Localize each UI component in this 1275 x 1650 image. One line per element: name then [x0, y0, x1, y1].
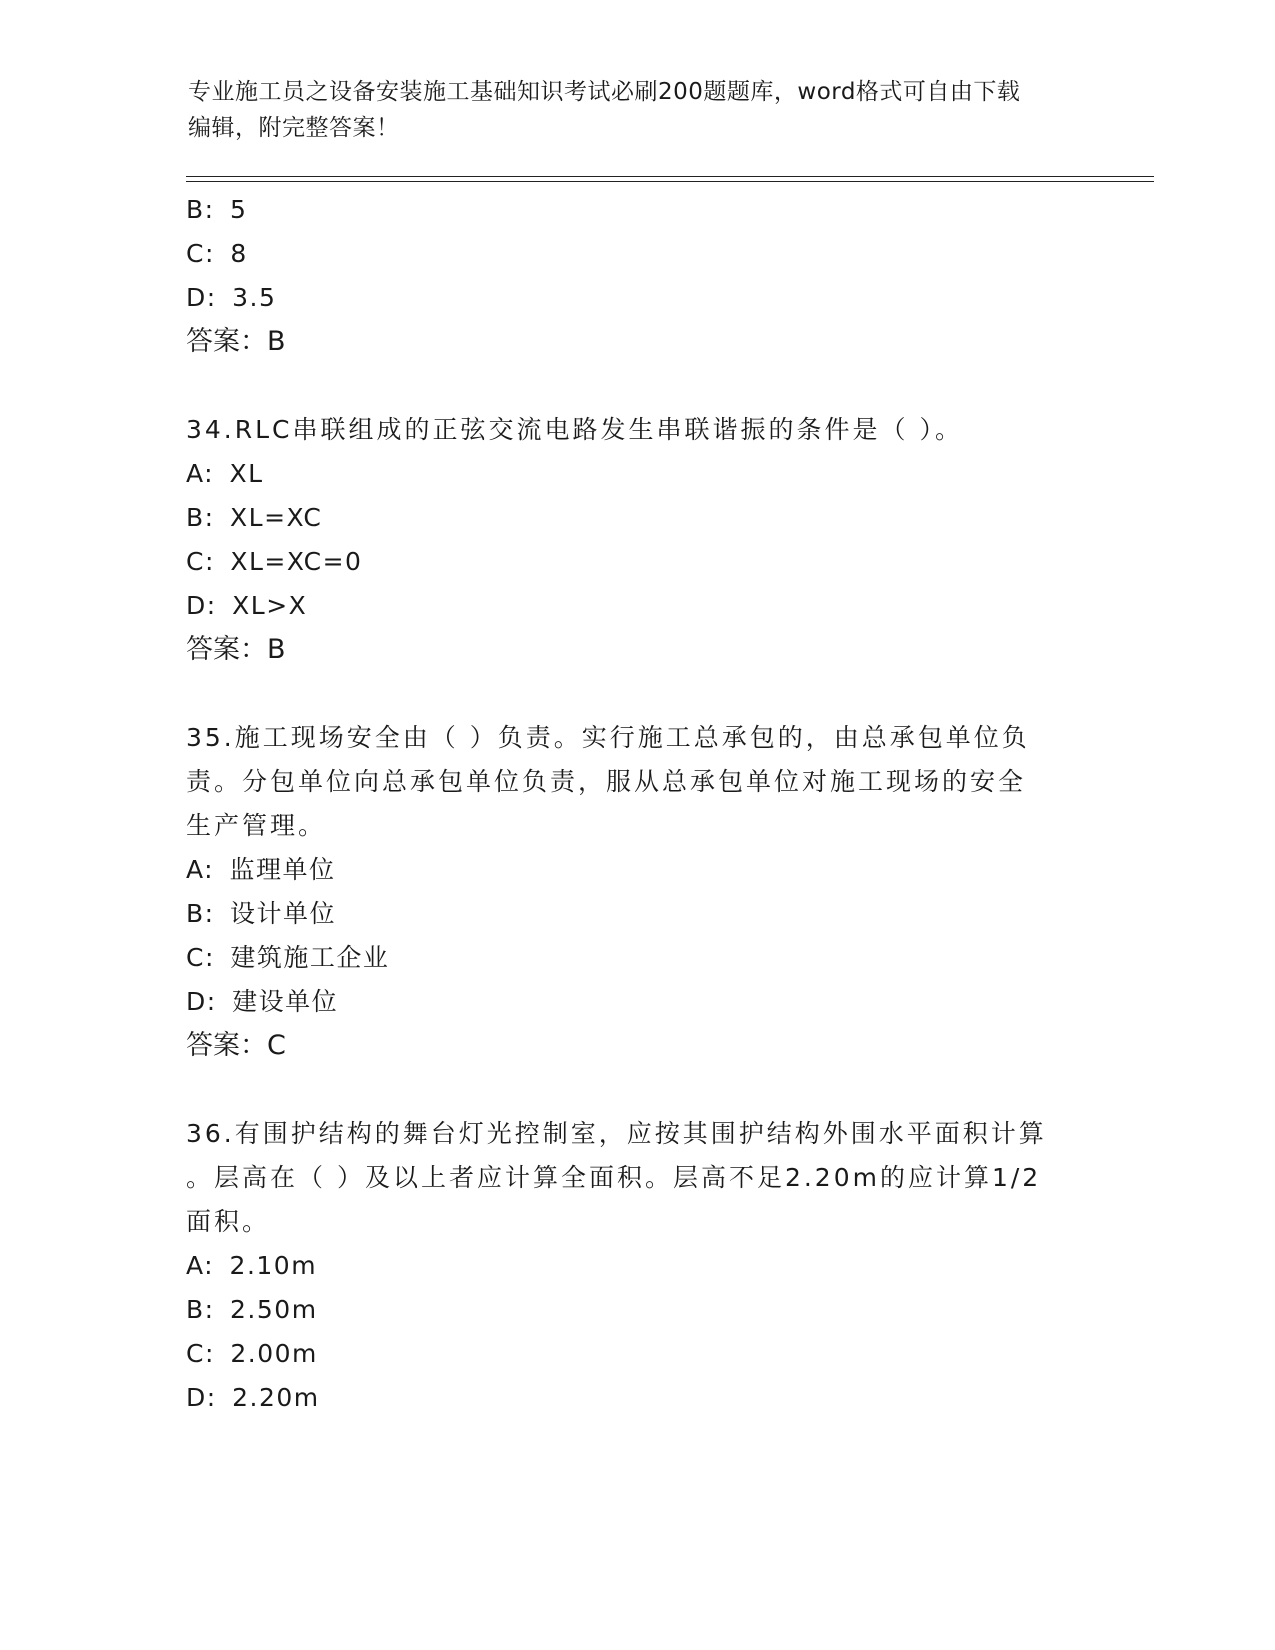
option-label: D: — [186, 987, 217, 1016]
option-text: XL>X — [232, 591, 308, 620]
option-row — [186, 1338, 318, 1370]
option-row — [186, 502, 322, 534]
answer-line: 答案：B — [186, 634, 286, 665]
option-row — [186, 546, 362, 578]
option-label: B: — [186, 1295, 215, 1324]
question-35-text-line-1: 35.施工现场安全由（ ）负责。实行施工总承包的，由总承包单位负 — [186, 723, 1030, 752]
option-row — [186, 194, 247, 226]
option-row — [186, 986, 338, 1018]
option-row — [186, 590, 307, 622]
option-text: 8 — [230, 239, 248, 268]
option-row — [186, 1294, 318, 1326]
option-label: C: — [186, 239, 215, 268]
option-text: 建筑施工企业 — [230, 943, 390, 972]
option-text: 3.5 — [232, 283, 277, 312]
option-label: A: — [186, 459, 215, 488]
question-35-text-line-2: 责。分包单位向总承包单位负责，服从总承包单位对施工现场的安全 — [186, 767, 1027, 796]
question-36-text-line-1: 36.有围护结构的舞台灯光控制室，应按其围护结构外围水平面积计算 — [186, 1119, 1047, 1148]
header-divider-bottom — [186, 181, 1154, 182]
option-label: B: — [186, 195, 215, 224]
option-row — [186, 898, 336, 930]
question-35-text-line-3: 生产管理。 — [186, 811, 327, 840]
option-text: 监理单位 — [229, 855, 336, 884]
option-row — [186, 854, 336, 886]
header-title-line-1: 专业施工员之设备安装施工基础知识考试必刷200题题库，word格式可自由下载 — [188, 79, 1021, 105]
document-header — [188, 74, 1088, 146]
option-text: 建设单位 — [232, 987, 339, 1016]
option-row — [186, 238, 248, 270]
option-text: XL — [229, 459, 264, 488]
option-text: 5 — [230, 195, 248, 224]
option-label: C: — [186, 1339, 215, 1368]
option-text: 设计单位 — [230, 899, 337, 928]
answer-line: 答案：C — [186, 1030, 286, 1061]
option-row — [186, 282, 276, 314]
option-label: D: — [186, 591, 217, 620]
option-row — [186, 458, 264, 490]
option-label: C: — [186, 547, 215, 576]
option-text: XL=XC — [230, 503, 323, 532]
option-label: C: — [186, 943, 215, 972]
question-36-text-line-2: 。层高在（ ）及以上者应计算全面积。层高不足2.20m的应计算1/2 — [186, 1163, 1042, 1192]
option-text: 2.00m — [230, 1339, 318, 1368]
option-label: D: — [186, 1383, 217, 1412]
option-text: XL=XC=0 — [230, 547, 363, 576]
option-text: 2.20m — [232, 1383, 320, 1412]
option-row — [186, 1250, 317, 1282]
option-row — [186, 1382, 320, 1414]
option-label: B: — [186, 899, 215, 928]
option-label: D: — [186, 283, 217, 312]
option-row — [186, 942, 389, 974]
option-label: A: — [186, 1251, 215, 1280]
answer-line: 答案：B — [186, 326, 286, 357]
question-36-text-line-3: 面积。 — [186, 1207, 271, 1236]
header-title-line-2: 编辑，附完整答案！ — [188, 115, 400, 141]
option-text: 2.10m — [229, 1251, 318, 1280]
header-divider-top — [186, 176, 1154, 177]
question-34-text: 34.RLC串联组成的正弦交流电路发生串联谐振的条件是（ ）。 — [186, 415, 963, 444]
option-text: 2.50m — [230, 1295, 318, 1324]
option-label: B: — [186, 503, 215, 532]
option-label: A: — [186, 855, 215, 884]
